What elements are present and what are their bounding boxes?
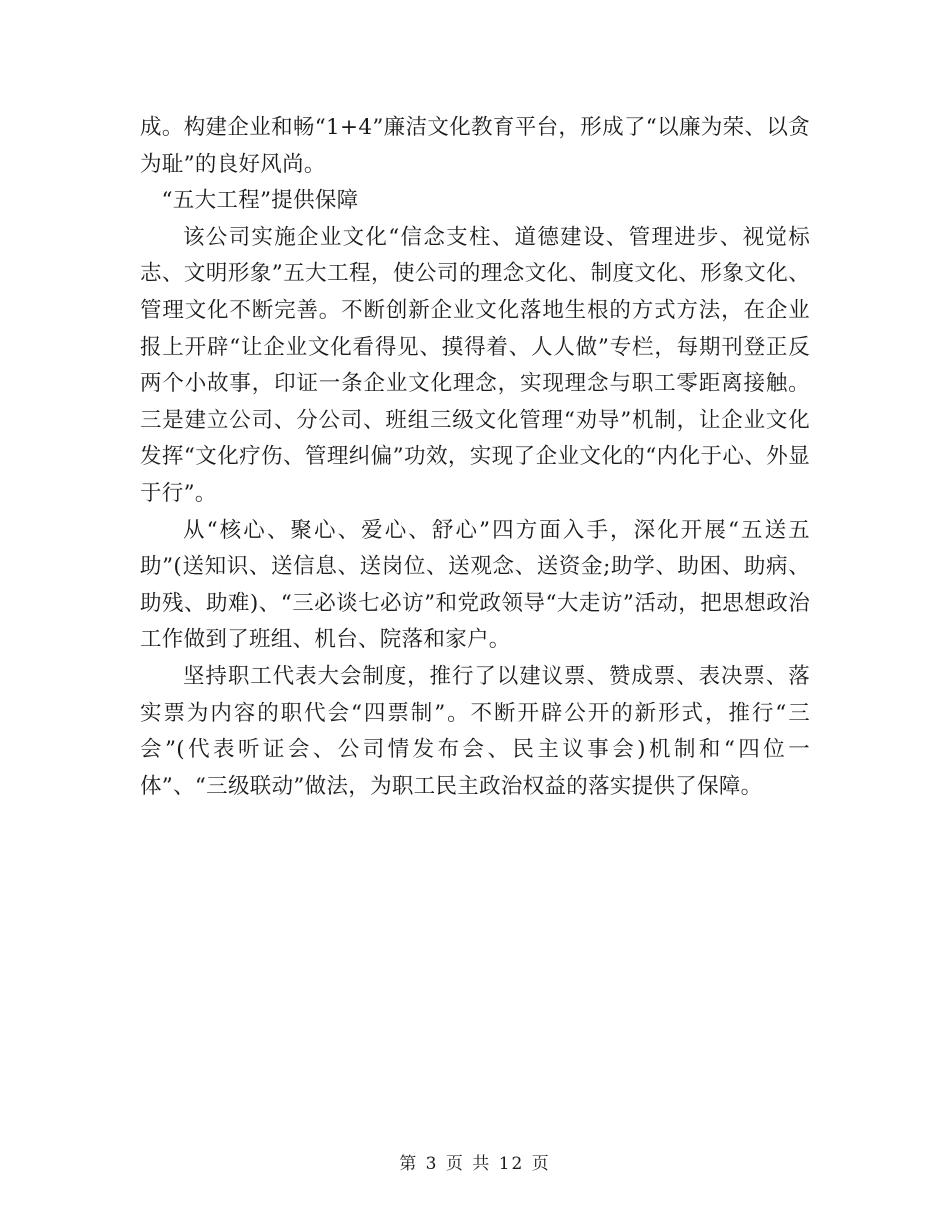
document-body xyxy=(140,110,810,805)
paragraph-continuation: 成。构建企业和畅“1+4”廉洁文化教育平台，形成了“以廉为荣、以贪为耻”的良好风尚。 xyxy=(140,115,810,177)
paragraph-workers-congress: 坚持职工代表大会制度，推行了以建议票、赞成票、表决票、落实票为内容的职代会“四票制”。不断开辟公开的新形式，推行“三会”(代表听证会、公司情发布会、民主议事会)机制和“四位一体”、“三级联动”做法，为职工民主政治权益的落实提供了保障。 xyxy=(140,663,810,799)
paragraph-five-projects: 该公司实施企业文化“信念支柱、道德建设、管理进步、视觉标志、文明形象”五大工程，使公司的理念文化、制度文化、形象文化、管理文化不断完善。不断创新企业文化落地生根的方式方法，在企业报上开辟“让企业文化看得见、摸得着、人人做”专栏，每期刊登正反两个小故事，印证一条企业文化理念，实现理念与职工零距离接触。三是建立公司、分公司、班组三级文化管理“劝导”机制，让企业文化发挥“文化疗伤、管理纠偏”功效，实现了企业文化的“内化于心、外显于行”。 xyxy=(140,224,810,506)
paragraph-four-hearts: 从“核心、聚心、爱心、舒心”四方面入手，深化开展“五送五助”(送知识、送信息、送岗位、送观念、送资金;助学、助困、助病、助残、助难)、“三必谈七必访”和党政领导“大走访”活动，把思想政治工作做到了班组、机台、院落和家户。 xyxy=(140,517,810,653)
page-number-footer: 第 3 页 共 12 页 xyxy=(399,1154,551,1174)
section-heading: “五大工程”提供保障 xyxy=(161,188,359,214)
